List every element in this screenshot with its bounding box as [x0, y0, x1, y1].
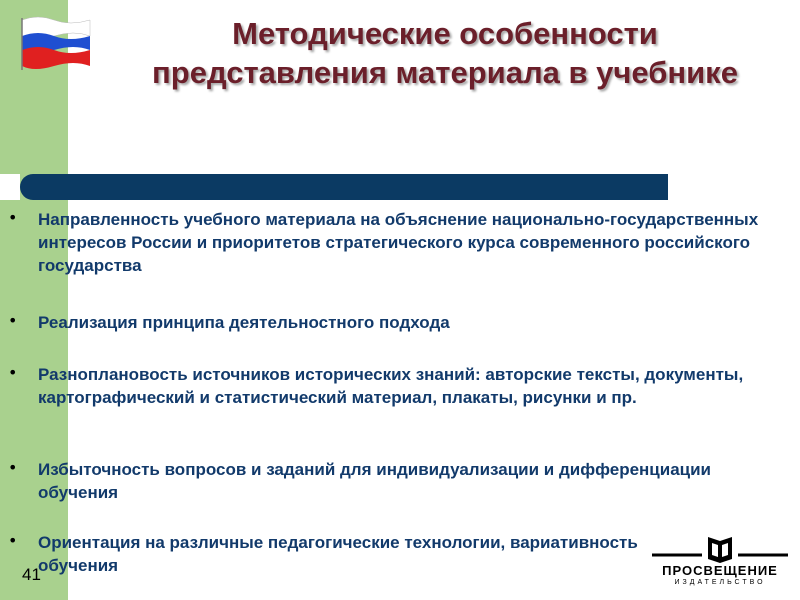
russian-flag-icon: [18, 14, 94, 72]
page-title: [100, 14, 790, 92]
bullet-icon: •: [8, 458, 18, 477]
divider-bar: [20, 174, 668, 200]
list-item-text: Разноплановость источников исторических знаний: авторские тексты, документы, картографический и статистический материал, плакаты, рисунки и пр.: [38, 365, 744, 407]
page-number: 41: [22, 565, 41, 584]
list-item-text: Избыточность вопросов и заданий для индивидуализации и дифференциации обучения: [38, 460, 712, 502]
side-band: [0, 0, 68, 600]
bullet-icon: •: [8, 363, 18, 382]
publisher-name: ПРОСВЕЩЕНИЕ: [662, 563, 778, 578]
bullet-icon: •: [8, 311, 18, 330]
publisher-logo: [650, 533, 790, 593]
publisher-logo-icon: [650, 533, 790, 563]
bullet-icon: •: [8, 208, 18, 227]
bar-gap: [0, 174, 20, 200]
title-line-2: представления материала в учебнике: [152, 55, 738, 90]
list-item-text: Ориентация на различные педагогические технологии, вариативность обучения: [38, 533, 638, 575]
list-item-text: Реализация принципа деятельностного подхода: [38, 313, 450, 332]
bullet-icon: •: [8, 531, 18, 550]
list-item-text: Направленность учебного материала на объяснение национально-государственных интересов России и приоритетов стратегического курса современного российского государства: [38, 210, 759, 275]
title-line-1: Методические особенности: [232, 16, 658, 51]
publisher-subtitle: ИЗДАТЕЛЬСТВО: [674, 579, 766, 586]
